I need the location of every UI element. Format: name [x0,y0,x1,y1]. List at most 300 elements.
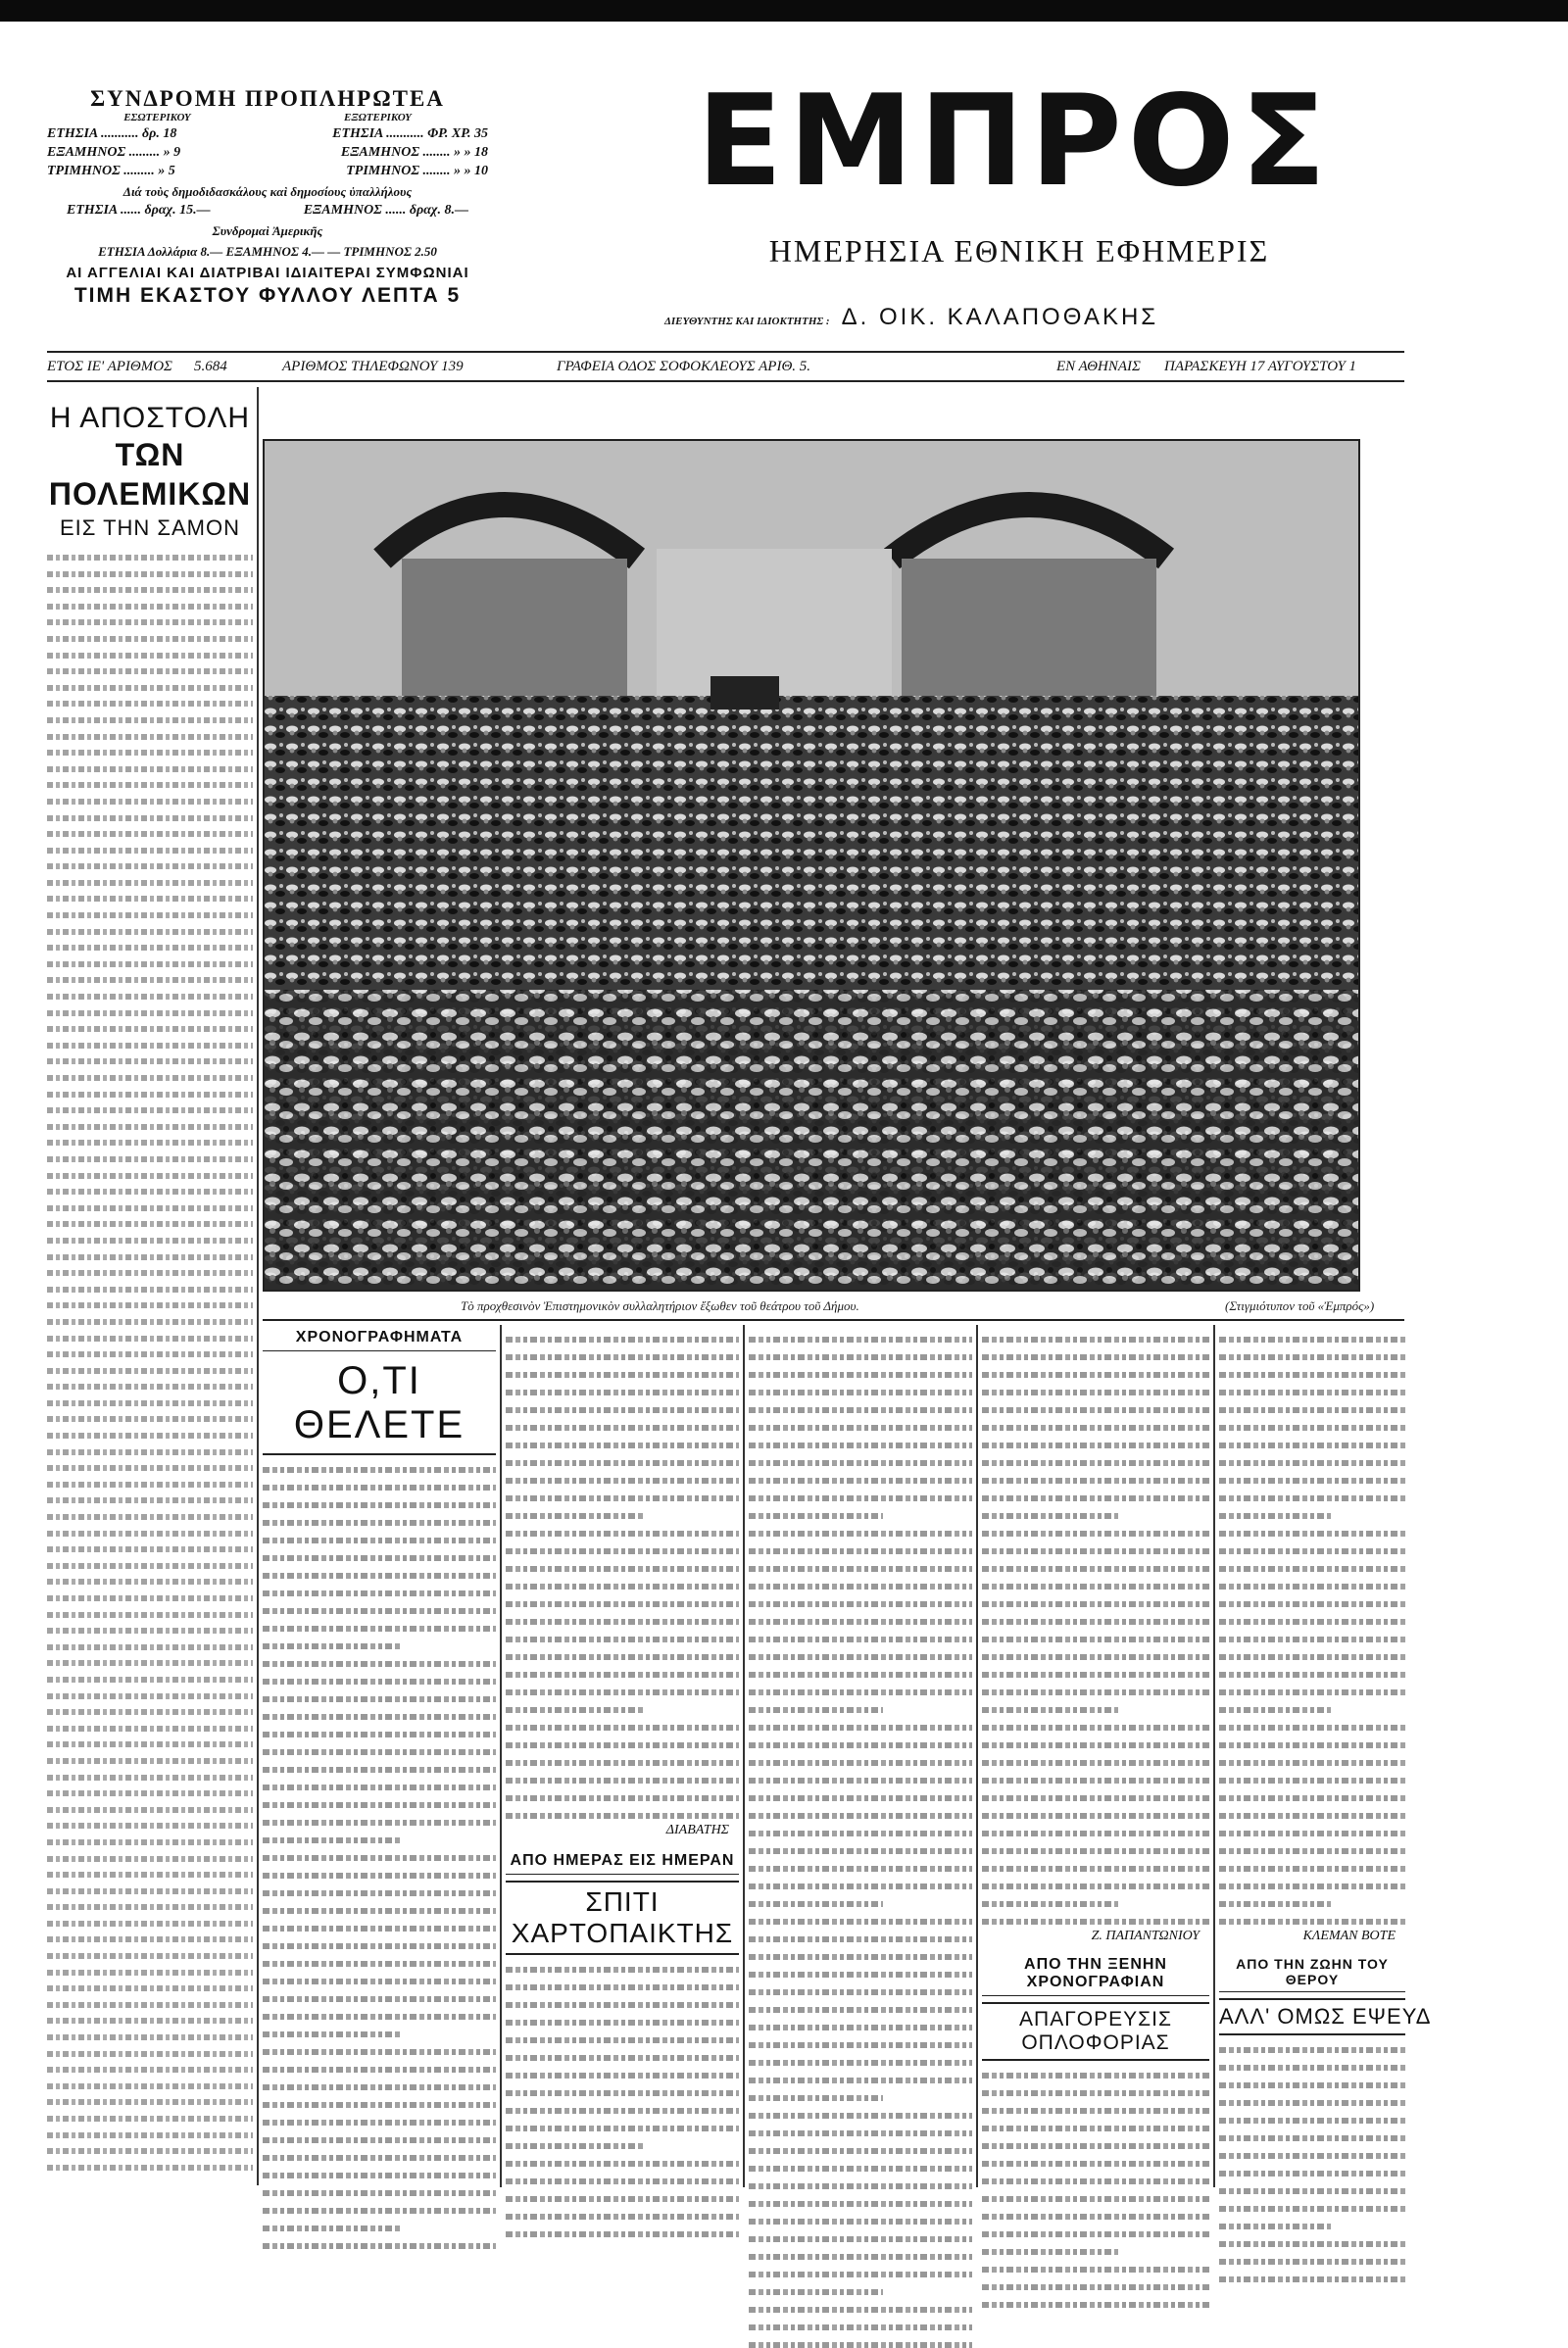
text-line [47,636,253,642]
text-line [47,1531,253,1537]
subscription-row-right: ΕΤΗΣΙΑ ........... ΦΡ. ΧΡ. 35 [332,126,488,141]
text-line [749,2324,972,2330]
text-line [47,1465,253,1471]
text-line [47,1319,253,1325]
subscription-row-right: ΕΞΑΜΗΝΟΣ ........ » » 18 [340,145,488,160]
text-line [506,2143,646,2149]
subscription-row-left: ΤΡΙΜΗΝΟΣ ......... » 5 [47,164,175,178]
article-body-text [1219,2047,1405,2282]
text-line [982,1831,1209,1836]
text-line [47,994,253,1000]
text-line [982,1584,1209,1590]
text-line [749,1637,972,1642]
text-line [1219,1901,1331,1907]
text-line [1219,1848,1405,1854]
text-line [1219,1707,1331,1713]
text-line [263,2190,496,2196]
text-line [47,815,253,821]
text-line [263,2031,403,2037]
text-line [982,1372,1209,1378]
text-line [263,1961,496,1967]
text-line [982,1495,1209,1501]
text-line [982,2267,1209,2273]
text-line [749,1883,972,1889]
text-line [47,1514,253,1520]
text-line [47,1221,253,1227]
text-line [749,1760,972,1766]
text-line [506,1531,739,1537]
text-line [506,1390,739,1395]
text-line [506,1984,739,1990]
text-line [749,1742,972,1748]
text-line [982,1795,1209,1801]
section-kicker: ΑΠΟ ΤΗΝ ΞΕΝΗΝ ΧΡΟΝΟΓΡΑΦΙΑΝ [982,1952,1209,1996]
ads-note: ΑΙ ΑΓΓΕΛΙΑΙ ΚΑΙ ΔΙΑΤΡΙΒΑΙ ΙΔΙΑΙΤΕΡΑΙ ΣΥΜΦΩΝΙΑΙ [66,265,469,281]
text-line [263,2049,496,2055]
text-line [263,1855,496,1861]
text-line [47,1482,253,1488]
text-line [47,863,253,869]
text-line [982,1813,1209,1819]
column-divider [1213,1325,1215,2187]
text-line [982,1742,1209,1748]
text-line [47,2099,253,2105]
text-line [47,1092,253,1098]
text-line [263,1696,496,1702]
article-body-text [506,1337,739,1819]
text-line [263,1908,496,1914]
text-line [263,1767,496,1773]
text-line [47,929,253,935]
text-line [47,685,253,691]
article-subheadline: ΕΙΣ ΤΗΝ ΣΑΜΟΝ [59,515,241,540]
article-signature: ΚΛΕΜΑΝ ΒΟΤΕ [1302,1929,1396,1943]
text-line [506,1495,739,1501]
text-line [47,1416,253,1422]
text-line [749,1443,972,1448]
text-line [749,2095,883,2101]
text-line [263,1573,496,1579]
text-line [982,2126,1209,2131]
text-line [47,1758,253,1764]
text-line [506,2231,739,2237]
text-line [1219,1883,1405,1889]
text-line [47,1351,253,1357]
text-line [749,1619,972,1625]
text-line [506,1407,739,1413]
text-line [47,1921,253,1927]
text-line [47,1823,253,1829]
text-line [47,2165,253,2171]
text-line [263,1661,496,1667]
text-line [1219,2171,1405,2177]
text-line [982,1654,1209,1660]
text-line [263,1538,496,1543]
text-line [749,2183,972,2189]
issue-year: ΕΤΟΣ ΙΕ' ΑΡΙΘΜΟΣ [47,359,172,374]
text-line [749,1989,972,1995]
text-line [749,1813,972,1819]
text-line [982,1548,1209,1554]
director-line [664,304,1370,331]
article-headline: ΣΠΙΤΙ ΧΑΡΤΟΠΑΙΚΤΗΣ [506,1881,739,1955]
text-line [47,1075,253,1081]
text-line [749,2078,972,2083]
text-line [1219,1795,1405,1801]
column-divider [743,1325,745,2187]
article-headline: ΤΩΝ ΠΟΛΕΜΙΚΩΝ [48,437,252,512]
text-line [506,1795,739,1801]
text-line [982,1866,1209,1872]
text-line [47,1026,253,1032]
text-line [749,1725,972,1731]
text-line [47,1433,253,1439]
text-line [47,1238,253,1244]
text-line [47,766,253,772]
text-line [263,2208,496,2214]
text-line [263,1679,496,1685]
text-line [982,1478,1209,1484]
text-line [506,1637,739,1642]
text-line [982,1637,1209,1642]
top-black-bar [0,0,1568,22]
text-line [506,1601,739,1607]
text-line [47,1270,253,1276]
article-headline: ΑΠΑΓΟΡΕΥΣΙΣ ΟΠΛΟΦΟΡΙΑΣ [982,2002,1209,2061]
text-line [1219,1460,1405,1466]
text-line [749,1689,972,1695]
text-line [982,1619,1209,1625]
text-line [1219,1443,1405,1448]
text-line [982,1425,1209,1431]
text-line [263,1785,496,1790]
text-line [263,1485,496,1491]
text-line [749,1460,972,1466]
text-line [47,1287,253,1293]
text-line [47,571,253,577]
text-line [982,1689,1209,1695]
text-line [263,1837,403,1843]
text-line [47,1839,253,1845]
text-line [47,799,253,805]
text-line [982,2073,1209,2079]
text-line [47,668,253,674]
text-line [47,912,253,918]
text-line [263,1608,496,1614]
text-line [506,2020,739,2026]
text-line [506,2214,739,2220]
text-line [1219,2276,1405,2282]
text-line [47,717,253,723]
text-line [749,1354,972,1360]
article-signature: Ζ. ΠΑΠΑΝΤΩΝΙΟΥ [1091,1929,1200,1943]
text-line [1219,1425,1405,1431]
text-line [749,2042,972,2048]
text-line [506,1443,739,1448]
text-line [263,1890,496,1896]
text-line [749,2113,972,2119]
article-body-text [982,1337,1209,1925]
text-line [982,1443,1209,1448]
text-line [749,1372,972,1378]
text-line [749,1601,972,1607]
photo-caption: Τὸ προχθεσινὸν Ἐπιστημονικὸν συλλαλητήριον ἔξωθεν τοῦ θεάτρου τοῦ Δήμου. [461,1298,859,1313]
text-line [749,1848,972,1854]
text-line [1219,2118,1405,2124]
text-line [506,1372,739,1378]
text-line [47,1807,253,1813]
text-line [506,1707,646,1713]
text-line [1219,1513,1331,1519]
section-kicker: ΑΠΟ ΗΜΕΡΑΣ ΕΙΣ ΗΜΕΡΑΝ [506,1848,739,1875]
text-line [47,2083,253,2089]
text-line [47,1775,253,1781]
text-line [47,1709,253,1715]
text-line [1219,1813,1405,1819]
text-line [47,1107,253,1113]
text-line [47,1579,253,1585]
text-line [263,2067,496,2073]
text-line [263,1520,496,1526]
text-line [982,1778,1209,1784]
text-line [263,1502,496,1508]
text-line [47,1336,253,1342]
text-line [47,701,253,707]
text-line [1219,1354,1405,1360]
divider [263,1319,1404,1321]
text-line [1219,1478,1405,1484]
text-line [1219,1337,1405,1343]
text-line [47,604,253,610]
text-line [1219,2047,1405,2053]
text-line [1219,2153,1405,2159]
text-line [47,619,253,625]
text-line [47,1140,253,1146]
text-line [749,1866,972,1872]
text-line [263,1996,496,2002]
text-line [47,1872,253,1878]
text-line [1219,2100,1405,2106]
text-line [1219,2135,1405,2141]
text-line [263,1926,496,1932]
text-line [263,1590,496,1596]
text-line [506,2037,739,2043]
text-line [47,1205,253,1211]
article-body-text [263,1467,496,2249]
text-line [982,1390,1209,1395]
text-line [47,1546,253,1552]
text-line [749,1584,972,1590]
column-3 [506,1325,739,2187]
text-line [47,1693,253,1699]
subscription-row [47,145,488,161]
text-line [1219,1919,1405,1925]
text-line [47,1400,253,1406]
text-line [47,1156,253,1162]
text-line [749,2236,972,2242]
text-line [506,2002,739,2008]
text-line [749,2307,972,2313]
text-line [749,2025,972,2030]
text-line [749,2060,972,2066]
crowd-photograph [263,439,1360,1292]
america-row: ΕΤΗΣΙΑ Δολλάρια 8.— ΕΞΑΜΗΝΟΣ 4.— — ΤΡΙΜΗΝΟΣ 2.50 [98,244,437,259]
text-line [749,1425,972,1431]
text-line [47,1677,253,1683]
director-label: ΔΙΕΥΘΥΝΤΗΣ ΚΑΙ ΙΔΙΟΚΤΗΤΗΣ : [664,316,830,327]
text-line [1219,1566,1405,1572]
text-line [749,2219,972,2225]
text-line [506,2126,739,2131]
text-line [47,1058,253,1064]
text-line [263,1873,496,1879]
text-line [982,1883,1209,1889]
text-line [749,1919,972,1925]
text-line [982,1566,1209,1572]
text-line [263,1943,496,1949]
column-divider [976,1325,978,2187]
text-line [1219,1584,1405,1590]
text-line [982,2196,1209,2202]
text-line [1219,1725,1405,1731]
text-line [982,2249,1118,2255]
text-line [1219,2065,1405,2071]
text-line [506,1566,739,1572]
text-line [263,1802,496,1808]
section-kicker: ΑΠΟ ΤΗΝ ΖΩΗΝ ΤΟΥ ΘΕΡΟΥ [1219,1952,1405,1992]
text-line [749,1531,972,1537]
text-line [47,1856,253,1862]
text-line [1219,1407,1405,1413]
text-line [982,1707,1118,1713]
text-line [1219,1390,1405,1395]
text-line [47,653,253,659]
text-line [263,1732,496,1737]
text-line [47,1726,253,1732]
text-line [47,2018,253,2024]
text-line [47,1368,253,1374]
text-line [982,1919,1209,1925]
text-line [982,2231,1209,2237]
text-line [47,945,253,951]
text-line [47,2034,253,2040]
text-line [749,1795,972,1801]
issue-price: ΤΙΜΗ ΕΚΑΣΤΟΥ ΦΥΛΛΟΥ ΛΕΠΤΑ 5 [74,284,462,307]
text-line [982,1725,1209,1731]
text-line [1219,1372,1405,1378]
text-line [749,2007,972,2013]
text-line [982,1407,1209,1413]
text-line [47,831,253,837]
text-line [47,961,253,967]
text-line [982,2143,1209,2149]
text-line [263,2155,496,2161]
text-line [506,2073,739,2079]
text-line [47,1628,253,1634]
text-line [982,1337,1209,1343]
text-line [506,1478,739,1484]
text-line [749,2254,972,2260]
officials-row [47,203,488,219]
text-line [506,1513,646,1519]
text-line [263,1555,496,1561]
text-line [47,1010,253,1016]
text-line [47,734,253,740]
text-line [749,1831,972,1836]
text-line [263,2173,496,2178]
article-signature: ΔΙΑΒΑΤΗΣ [665,1823,729,1837]
text-line [506,1742,739,1748]
text-line [1219,1637,1405,1642]
text-line [1219,2259,1405,2265]
text-line [749,1407,972,1413]
text-line [47,2067,253,2073]
text-line [47,1660,253,1666]
exterior-label: ΕΞΩΤΕΡΙΚΟΥ [343,112,412,123]
text-line [263,2226,403,2231]
left-article [47,402,253,2185]
text-line [982,1672,1209,1678]
subscription-regions [47,112,488,123]
text-line [263,2120,496,2126]
text-line [263,1979,496,1984]
text-line [982,1460,1209,1466]
text-line [47,1173,253,1179]
subscription-row-left: ΕΤΗΣΙΑ ........... δρ. 18 [47,126,177,141]
text-line [47,880,253,886]
text-line [749,1936,972,1942]
text-line [263,2102,496,2108]
text-line [47,2051,253,2057]
text-line [749,1495,972,1501]
text-line [749,2166,972,2172]
text-line [1219,1742,1405,1748]
text-line [982,1848,1209,1854]
text-line [506,2090,739,2096]
text-line [982,2108,1209,2114]
text-line [263,1626,496,1632]
text-line [1219,1654,1405,1660]
text-line [506,1813,739,1819]
text-line [1219,1672,1405,1678]
article-body-text [47,555,253,2171]
text-line [982,2284,1209,2290]
text-line [506,1689,739,1695]
text-line [749,2201,972,2207]
text-line [47,1302,253,1308]
text-line [749,1778,972,1784]
text-line [506,1725,739,1731]
text-line [506,1584,739,1590]
text-line [1219,2188,1405,2194]
subscription-row-left: ΕΞΑΜΗΝΟΣ ......... » 9 [47,145,181,160]
text-line [749,2289,883,2295]
issue-date: ΠΑΡΑΣΚΕΥΗ 17 ΑΥΓΟΥΣΤΟΥ 1 [1164,359,1357,374]
text-line [749,1654,972,1660]
text-line [749,1566,972,1572]
text-line [506,2108,739,2114]
officials-row-left: ΕΤΗΣΙΑ ...... δραχ. 15.— [67,203,211,218]
text-line [47,1189,253,1195]
subscription-row [47,126,488,142]
text-line [47,1497,253,1503]
phone-number: ΑΡΙΘΜΟΣ ΤΗΛΕΦΩΝΟΥ 139 [282,359,464,374]
text-line [982,1760,1209,1766]
text-line [47,1254,253,1260]
text-line [1219,1619,1405,1625]
article-headline: ΑΛΛ' ΟΜΩΣ ΕΨΕΥΔ [1219,1998,1405,2035]
issue-number: 5.684 [194,359,227,374]
